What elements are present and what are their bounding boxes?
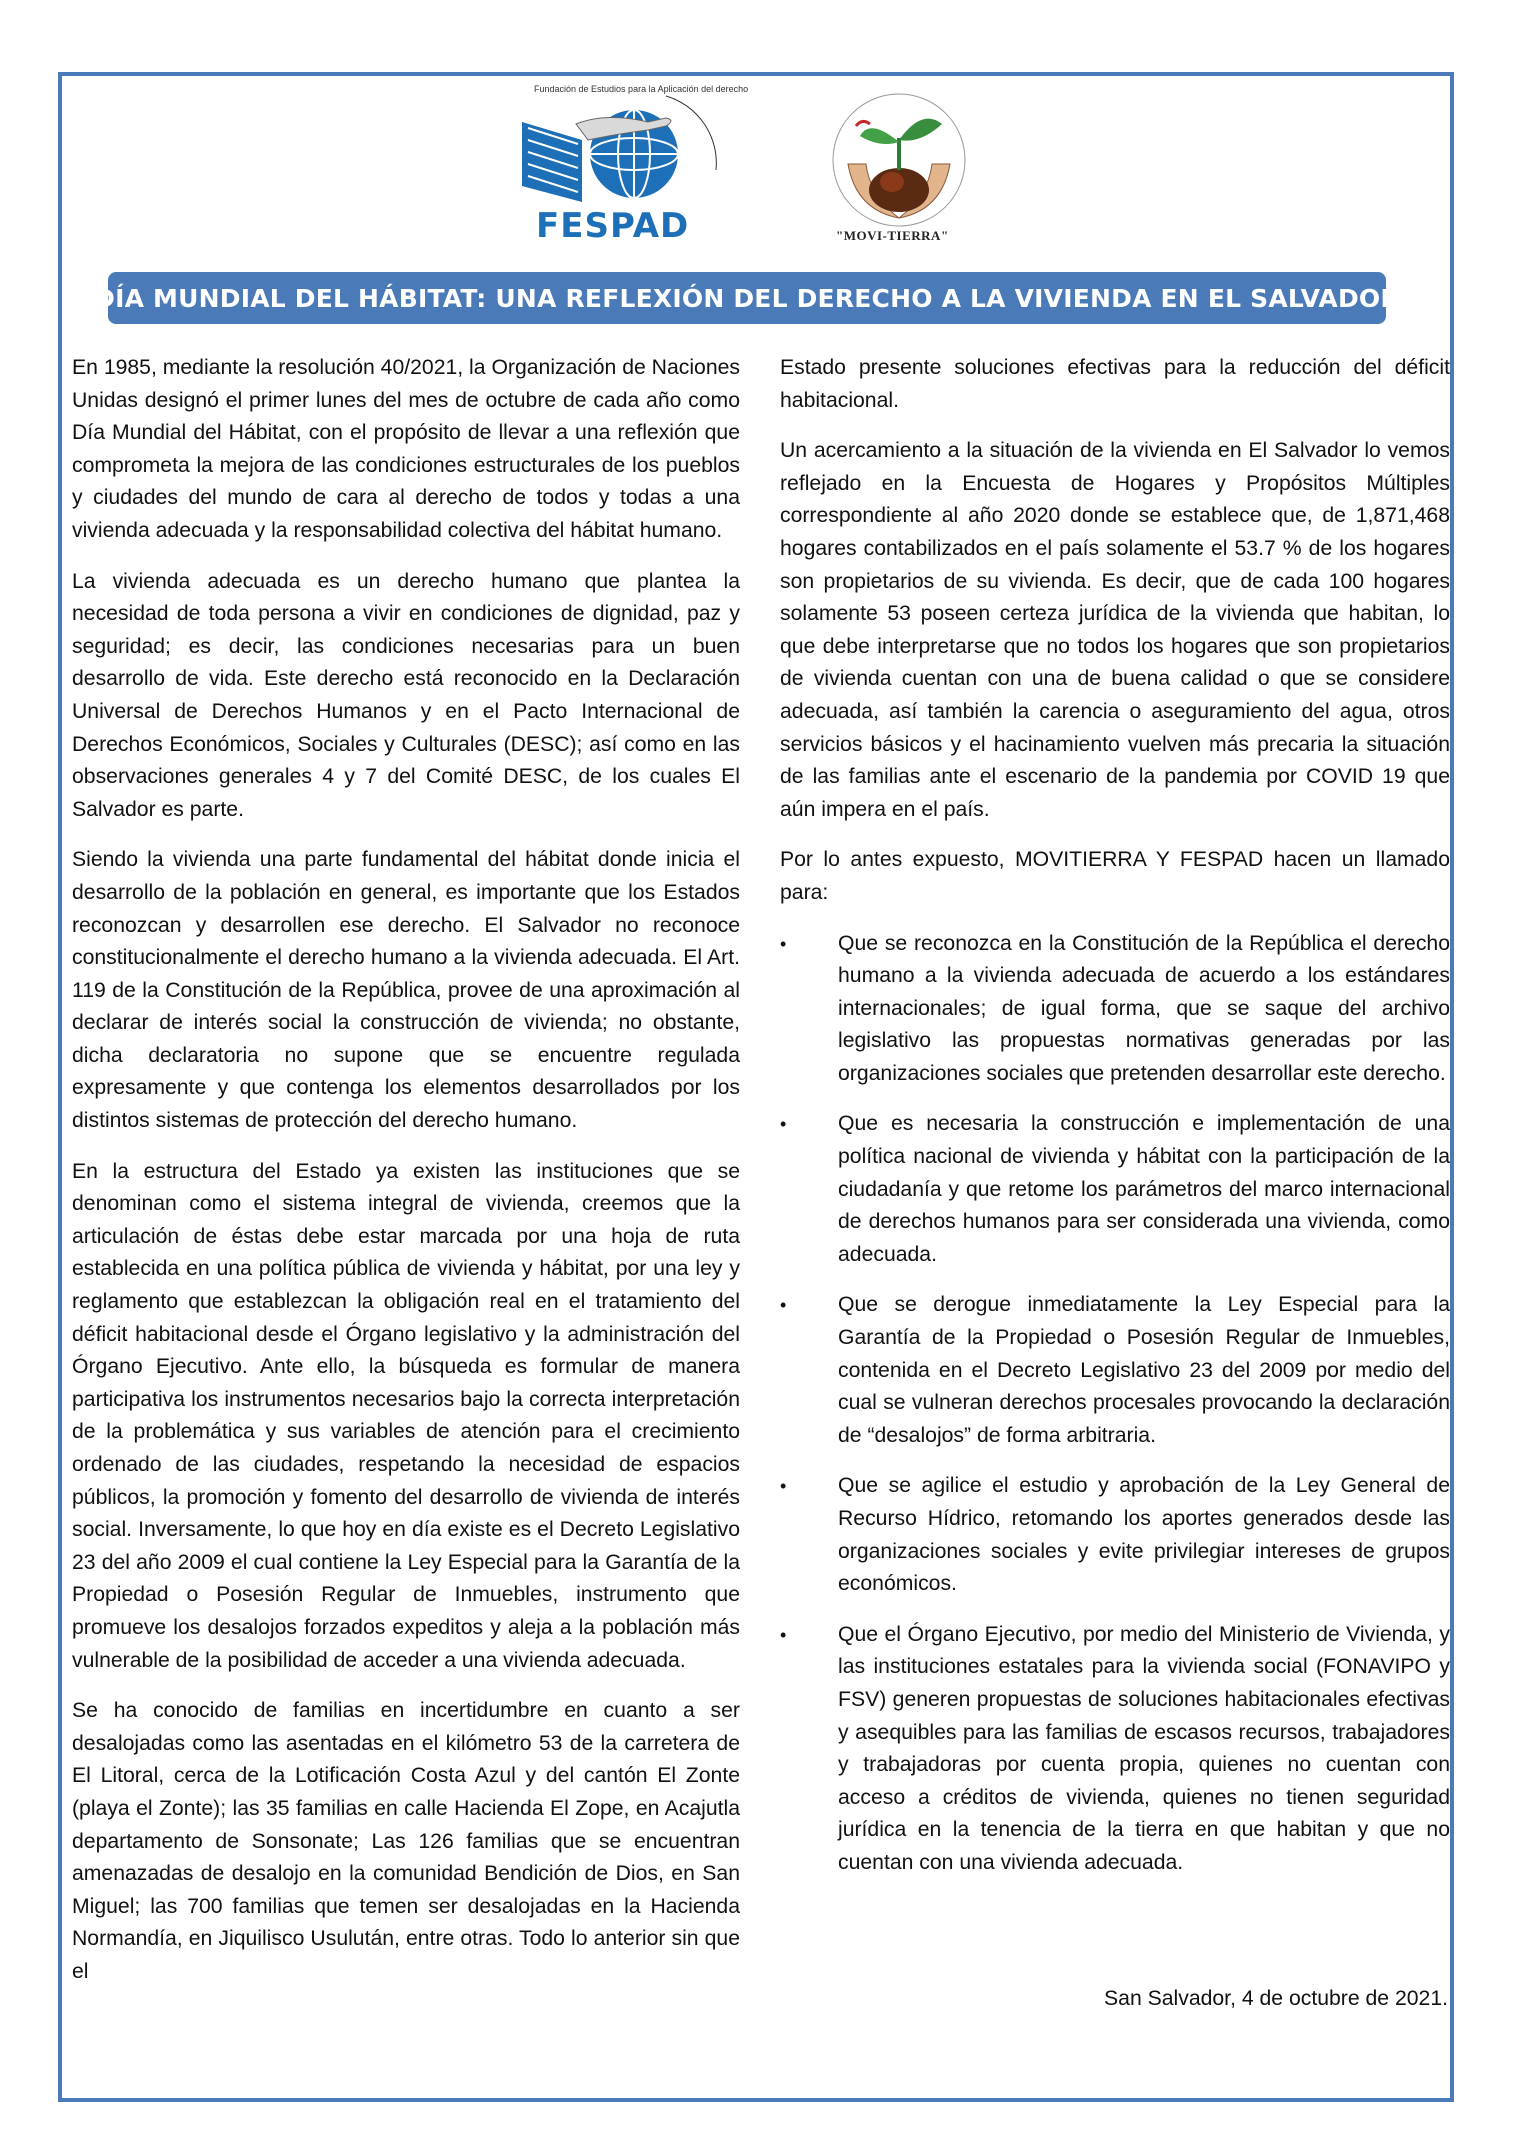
fespad-logo [516,82,749,247]
bullet-icon: • [780,1476,787,1497]
bullet-icon: • [780,933,787,954]
page-title: DÍA MUNDIAL DEL HÁBITAT: UNA REFLEXIÓN DEL DERECHO A LA VIVIENDA EN EL SALVADOR [94,283,1400,313]
right-column [780,352,1450,1898]
fespad-emblem-icon [516,82,726,212]
paragraph: En 1985, mediante la resolución 40/2021, la Organización de Naciones Unidas designó el primer lunes del mes de octubre de cada año como Día Mundial del Hábitat, con el propósito de llevar a una reflexión que comprometa la mejora de las condiciones estructurales de los pueblos y ciudades del mundo de cara al derecho de todos y todas a una vivienda adecuada y la responsabilidad colectiva del hábitat humano. [72,356,740,542]
bullet-icon: • [780,1295,787,1316]
movitierra-logo [800,78,998,250]
list-item [780,1289,1450,1452]
fespad-name: FESPAD [536,206,690,246]
hands-plant-icon [800,78,998,228]
title-banner [94,272,1400,324]
list-item-text: Que el Órgano Ejecutivo, por medio del Ministerio de Vivienda, y las instituciones estatales para la vivienda social (FONAVIPO y FSV) generen propuestas de soluciones habitacionales efectivas y asequibles para las familias de escasos recursos, trabajadores y trabajadoras por cuenta propia, quienes no cuentan con acceso a créditos de vivienda, quienes no tienen seguridad jurídica en la tenencia de la tierra en que habitan y que no cuentan con una vivienda adecuada. [838,1622,1450,1874]
list-item-text: Que es necesaria la construcción e implementación de una política nacional de vivienda y hábitat con la participación de la ciudadanía y que retome los parámetros del marco internacional de derechos humanos para ser considerada una vivienda, como adecuada. [838,1112,1450,1266]
list-item-text: Que se derogue inmediatamente la Ley Especial para la Garantía de la Propiedad o Posesión Regular de Inmuebles, contenida en el Decreto Legislativo 23 del 2009 por medio del cual se vulneran derechos procesales provocando la declaración de “desalojos” de forma arbitraria. [838,1293,1450,1447]
paragraph: Siendo la vivienda una parte fundamental del hábitat donde inicia el desarrollo de la población en general, es importante que los Estados reconozcan y desarrollen ese derecho. El Salvador no reconoce constitucionalmente el derecho humano a la vivienda adecuada. El Art. 119 de la Constitución de la República, provee de una aproximación al declarar de interés social la construcción de vivienda; no obstante, dicha declaratoria no supone que se encuentre regulada expresamente y que contenga los elementos desarrollados por los distintos sistemas de protección del derecho humano. [72,848,740,1133]
paragraph: Por lo antes expuesto, MOVITIERRA Y FESPAD hacen un llamado para: [780,848,1450,904]
left-column [72,352,740,2007]
list-item [780,1619,1450,1880]
list-item-text: Que se reconozca en la Constitución de la República el derecho humano a la vivienda adecuada de acuerdo a los estándares internacionales; de igual forma, que se saque del archivo legislativo las propuestas normativas generadas por las organizaciones sociales que pretenden desarrollar este derecho. [838,931,1450,1085]
fespad-org-text: Fundación de Estudios para la Aplicación del derecho [534,84,749,94]
bullet-icon: • [780,1114,787,1135]
bullet-icon: • [780,1624,787,1645]
paragraph: Estado presente soluciones efectivas para la reducción del déficit habitacional. [780,356,1450,412]
movitierra-name: "MOVI-TIERRA" [836,228,949,243]
signoff-date: San Salvador, 4 de octubre de 2021. [1104,1987,1448,2010]
list-item [780,928,1450,1091]
paragraph: Se ha conocido de familias en incertidumbre en cuanto a ser desalojadas como las asentadas en el kilómetro 53 de la carretera de El Litoral, cerca de la Lotificación Costa Azul y del cantón El Zonte (playa el Zonte); las 35 familias en calle Hacienda El Zope, en Acajutla departamento de Sonsonate; Las 126 familias que se encuentran amenazadas de desalojo en la comunidad Bendición de Dios, en San Miguel; las 700 familias que temen ser desalojadas en la Hacienda Normandía, en Jiquilisco Usulután, entre otras. Todo lo anterior sin que el [72,1699,740,1983]
list-item [780,1470,1450,1600]
paragraph: La vivienda adecuada es un derecho humano que plantea la necesidad de toda persona a vivir en condiciones de dignidad, paz y seguridad; es decir, las condiciones necesarias para un buen desarrollo de vida. Este derecho está reconocido en la Declaración Universal de Derechos Humanos y en el Pacto Internacional de Derechos Económicos, Sociales y Culturales (DESC); así como en las observaciones generales 4 y 7 del Comité DESC, de los cuales El Salvador es parte. [72,569,740,821]
list-item-text: Que se agilice el estudio y aprobación de la Ley General de Recurso Hídrico, retomando los aportes generados desde las organizaciones sociales y evite privilegiar intereses de grupos económicos. [838,1474,1450,1596]
paragraph: En la estructura del Estado ya existen las instituciones que se denominan como el sistema integral de vivienda, creemos que la articulación de éstas debe estar marcada por una hoja de ruta establecida en una política pública de vivienda y hábitat, por una ley y reglamento que establezcan la obligación real en el tratamiento del déficit habitacional desde el Órgano legislativo y la administración del Órgano Ejecutivo. Ante ello, la búsqueda es formular de manera participativa los instrumentos necesarios bajo la correcta interpretación de la problemática y sus variables de atención para el crecimiento ordenado de las ciudades, respetando la necesidad de espacios públicos, la promoción y fomento del desarrollo de vivienda de interés social. Inversamente, lo que hoy en día existe es el Decreto Legislativo 23 del año 2009 el cual contiene la Ley Especial para la Garantía de la Propiedad o Posesión Regular de Inmuebles, instrumento que promueve los desalojos forzados expeditos y aleja a la población más vulnerable de la posibilidad de acceder a una vivienda adecuada. [72,1159,740,1672]
paragraph: Un acercamiento a la situación de la vivienda en El Salvador lo vemos reflejado en la Encuesta de Hogares y Propósitos Múltiples correspondiente al año 2020 donde se establece que, de 1,871,468 hogares contabilizados en el país solamente el 53.7 % de los hogares son propietarios de su vivienda. Es decir, que de cada 100 hogares solamente 53 poseen certeza jurídica de la vivienda que habitan, lo que debe interpretarse que no todos los hogares que son propietarios de vivienda cuentan con una de buena calidad o que se considere adecuada, así también la carencia o aseguramiento del agua, otros servicios básicos y el hacinamiento vuelven más precaria la situación de las familias ante el escenario de la pandemia por COVID 19 que aún impera en el país. [780,439,1450,821]
calls-list [780,928,1450,1880]
list-item [780,1108,1450,1271]
